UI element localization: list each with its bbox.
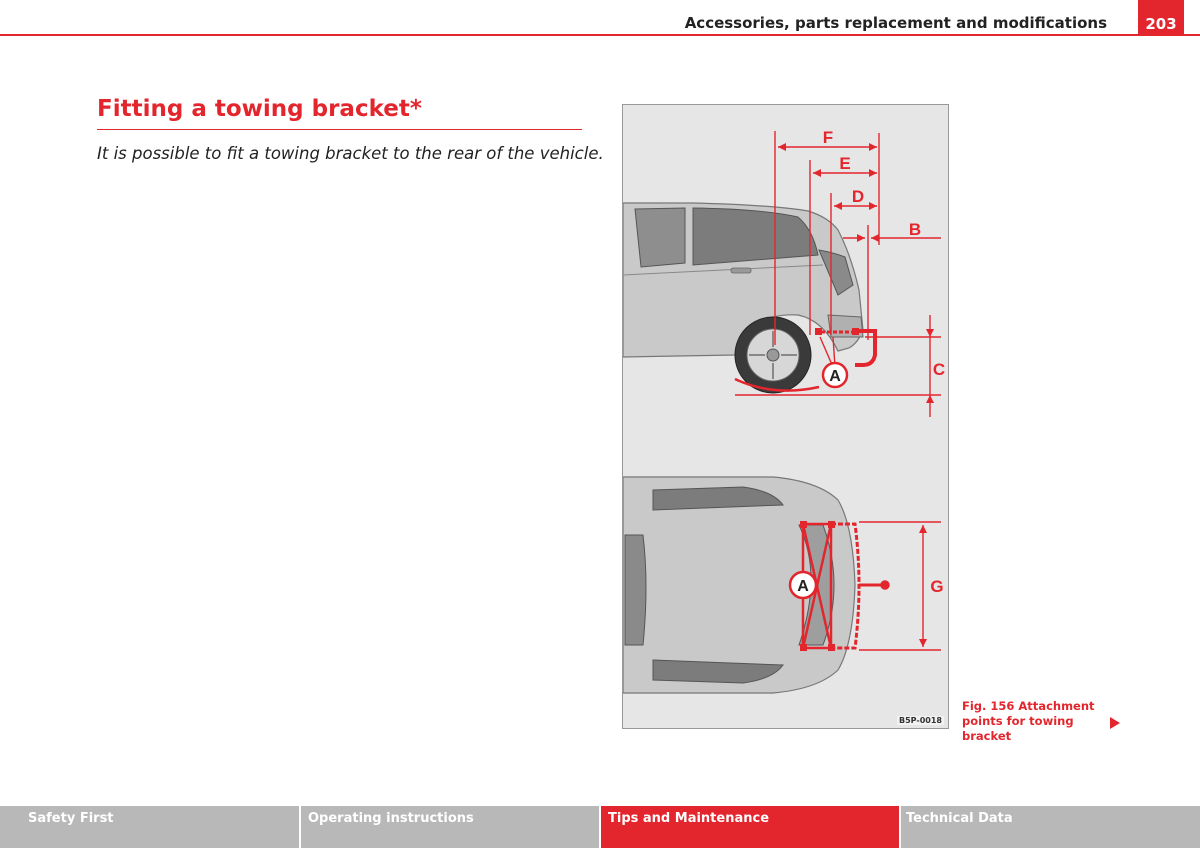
tab-operating-instructions[interactable]: Operating instructions — [301, 806, 599, 848]
tab-tips-and-maintenance[interactable]: Tips and Maintenance — [601, 806, 899, 848]
callout-a-top — [790, 572, 816, 598]
next-page-arrow-icon[interactable] — [1110, 717, 1120, 729]
door-handle-icon — [731, 268, 751, 273]
figure-drawing — [623, 105, 949, 729]
section-title: Fitting a towing bracket* — [97, 96, 422, 122]
caption-line-2: points for towing bracket — [962, 714, 1074, 743]
caption-line-1: Fig. 156 Attachment — [962, 699, 1095, 713]
label-d: D — [851, 187, 865, 206]
figure-code: B5P-0018 — [899, 716, 942, 725]
chapter-title: Accessories, parts replacement and modifications — [684, 14, 1107, 32]
tab-technical-data[interactable]: Technical Data — [901, 806, 1200, 848]
label-b: B — [908, 220, 922, 239]
car-top-view — [623, 477, 855, 693]
page-number: 203 — [1138, 0, 1184, 36]
towing-bracket-figure — [622, 104, 949, 729]
label-a-top: A — [797, 578, 809, 595]
footer-nav — [0, 806, 1200, 848]
label-e: E — [839, 154, 851, 173]
label-f: F — [822, 128, 834, 147]
figure-caption — [962, 699, 1122, 744]
label-a-side: A — [829, 368, 841, 385]
intro-text: It is possible to fit a towing bracket to the rear of the vehicle. — [97, 144, 604, 163]
tab-safety-first[interactable]: Safety First — [0, 806, 299, 848]
title-rule — [97, 129, 582, 130]
callout-a-side — [823, 363, 847, 387]
label-g: G — [930, 577, 944, 596]
label-c: C — [932, 360, 946, 379]
header-rule — [0, 34, 1200, 36]
